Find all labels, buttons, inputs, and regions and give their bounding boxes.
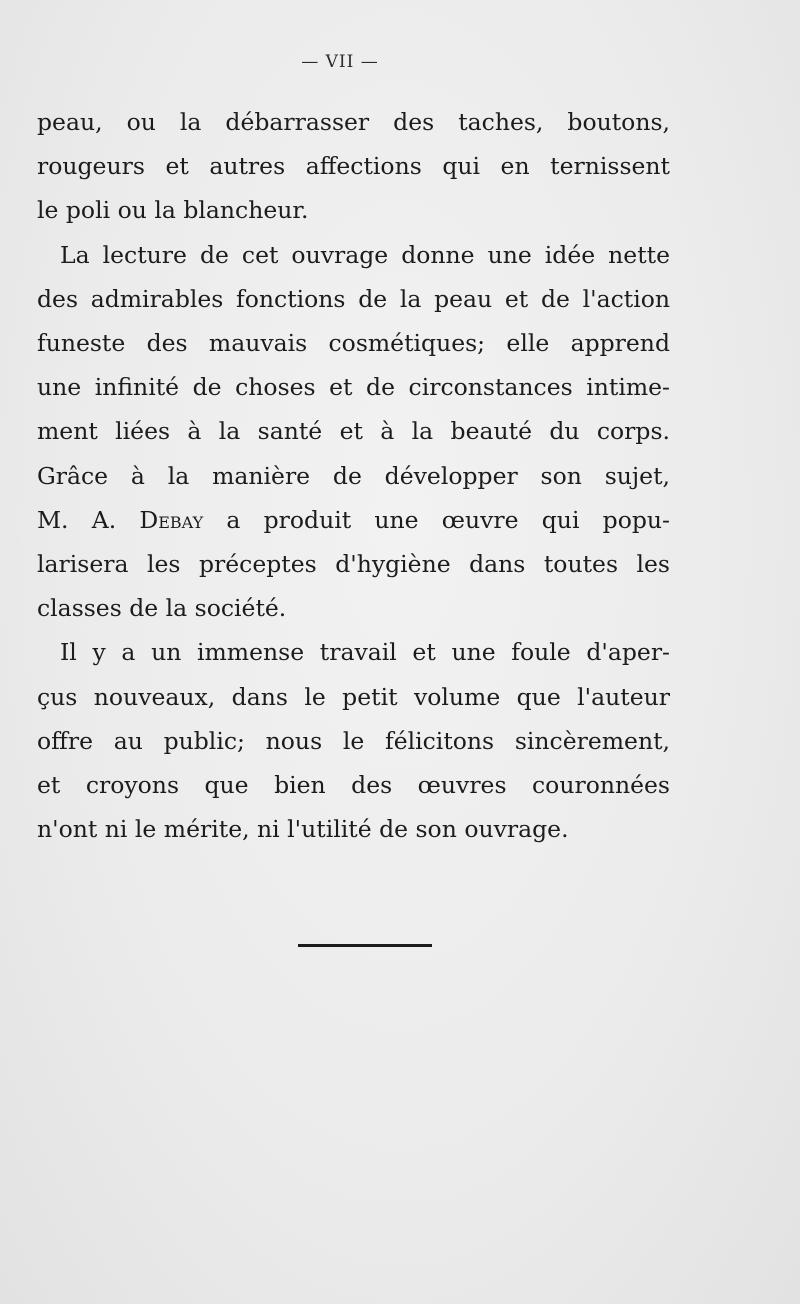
text-fragment: M. A. [37,505,140,534]
text-line: larisera les préceptes d'hygiène dans toutes les [37,550,670,579]
section-end-rule [298,944,432,947]
paragraph-2 [37,233,670,631]
text-line: Il y a un immense travail et une foule d'aper- [60,638,670,667]
text-line: Grâce à la manière de développer son sujet, [37,461,670,490]
text-line: peau, ou la débarrasser des taches, boutons, [37,108,670,136]
text-line: rougeurs et autres affections qui en ternissent [37,152,670,181]
text-line: offre au public; nous le félicitons sincèrement, [37,726,670,755]
body-text [37,100,670,851]
text-fragment: a produit une œuvre qui popu- [203,505,670,534]
paragraph-1 [37,100,670,233]
text-line: une infinité de choses et de circonstances intime- [37,373,670,402]
paragraph-3 [37,630,670,851]
text-line-with-author [37,498,670,542]
text-line: La lecture de cet ouvrage donne une idée nette [60,240,670,269]
text-line: le poli ou la blancheur. [37,196,309,225]
author-name: Debay [139,505,204,534]
text-line: des admirables fonctions de la peau et de l'action [37,284,670,313]
text-line: çus nouveaux, dans le petit volume que l'auteur [37,682,670,711]
text-line: funeste des mauvais cosmétiques; elle apprend [37,329,670,358]
text-line: et croyons que bien des œuvres couronnées [37,771,670,800]
text-line: ment liées à la santé et à la beauté du corps. [37,417,670,446]
text-line: classes de la société. [37,594,287,623]
page-number-header: — VII — [301,52,379,72]
text-line: n'ont ni le mérite, ni l'utilité de son ouvrage. [37,815,569,844]
